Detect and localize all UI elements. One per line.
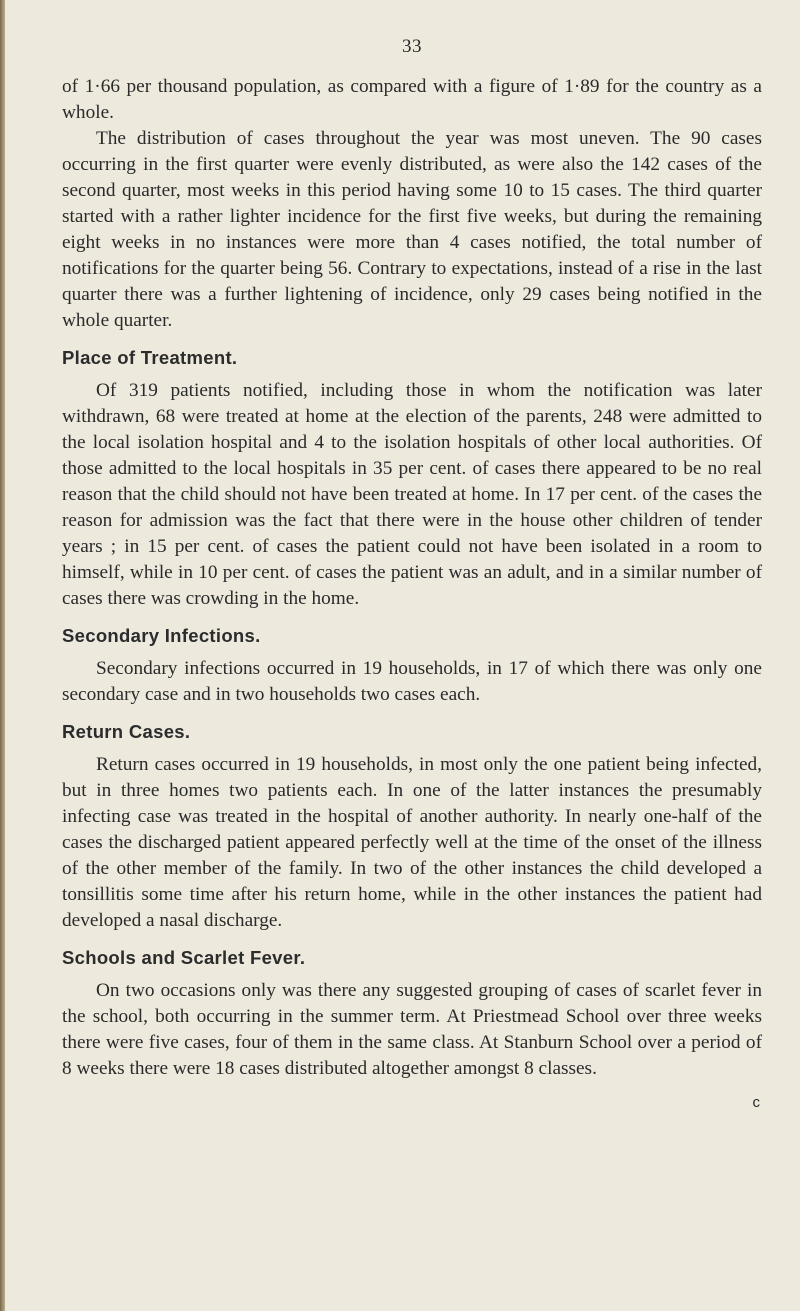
page-number: 33: [402, 36, 422, 57]
paragraph-distribution: The distribution of cases throughout the year was most uneven. The 90 cases occurring in the first quarter were evenly distributed, as were also the 142 cases of the second quarter, most weeks in this period having some 10 to 15 cases. The third quarter started with a rather lighter incidence for the first five weeks, but during the remaining eight weeks in no instances were more than 4 cases notified, the total number of notifications for the quarter being 56. Contrary to expectations, instead of a rise in the last quarter there was a further lightening of incidence, only 29 cases being notified in the whole quarter.: [62, 128, 762, 331]
heading-schools-scarlet-fever: Schools and Scarlet Fever.: [62, 947, 306, 968]
paragraph-continuation: of 1·66 per thousand population, as compared with a figure of 1·89 for the country as a whole.: [62, 76, 762, 123]
signature-mark: c: [752, 1094, 760, 1111]
heading-place-of-treatment: Place of Treatment.: [62, 347, 238, 368]
paragraph-return-cases: Return cases occurred in 19 households, in most only the one patient being infected, but in three homes two patients each. In one of the latter instances the presumably infecting case was treated in the hospital of another authority. In nearly one-half of the cases the discharged patient appeared perfectly well at the time of the onset of the illness of the other member of the family. In two of the other instances the child developed a tonsillitis some time after his return home, while in the other instances the patient had developed a nasal discharge.: [62, 754, 762, 931]
paragraph-schools-scarlet-fever: On two occasions only was there any suggested grouping of cases of scarlet fever in the school, both occurring in the summer term. At Priestmead School over three weeks there were five cases, four of them in the same class. At Stanburn School over a period of 8 weeks there were 18 cases distributed altogether amongst 8 classes.: [62, 980, 762, 1079]
page-edge-shadow: [0, 0, 5, 1311]
paragraph-place-of-treatment: Of 319 patients notified, including those in whom the notification was later withdrawn, 68 were treated at home at the election of the parents, 248 were admitted to the local isolation hospital and 4 to the isolation hospitals of other local authorities. Of those admitted to the local hospitals in 35 per cent. of cases there appeared to be no real reason that the child should not have been treated at home. In 17 per cent. of the cases the reason for admission was the fact that there were in the house other children of tender years ; in 15 per cent. of cases the patient could not have been isolated in a room to himself, while in 10 per cent. of cases the patient was an adult, and in a similar number of cases there was crowding in the home.: [62, 380, 762, 609]
heading-secondary-infections: Secondary Infections.: [62, 625, 261, 646]
paragraph-secondary-infections: Secondary infections occurred in 19 households, in 17 of which there was only one secondary case and in two households two cases each.: [62, 658, 762, 705]
document-page: [62, 36, 762, 1111]
heading-return-cases: Return Cases.: [62, 721, 191, 742]
